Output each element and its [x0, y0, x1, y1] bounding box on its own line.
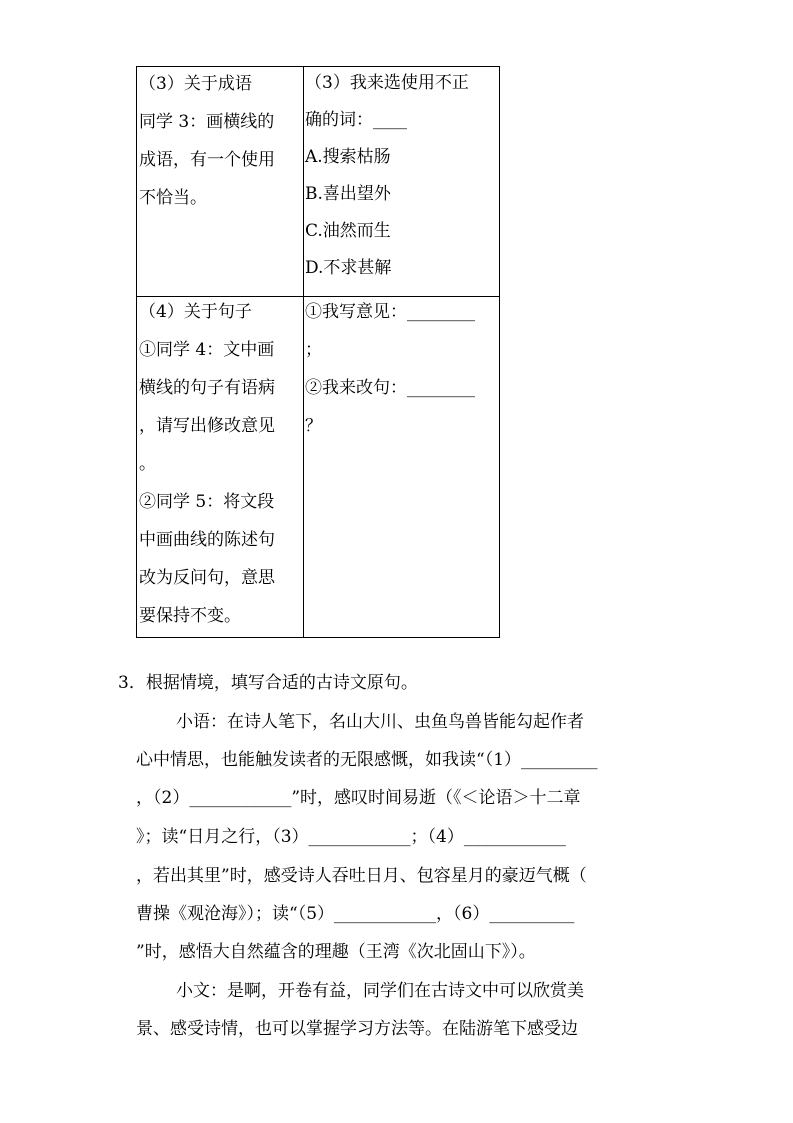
- cell-line: 确的词：____: [305, 110, 407, 130]
- cell-line: ①同学 4：文中画: [139, 340, 275, 360]
- cell-line: 同学 3：画横线的: [139, 112, 275, 132]
- rewrite-blank: ②我来改句：________: [305, 378, 475, 398]
- cell-line: ②同学 5：将文段: [139, 492, 275, 512]
- cell-line: 。: [139, 454, 156, 474]
- cell-line: ，请写出修改意见: [139, 416, 275, 436]
- question-3-stem: 3．根据情境，填写合适的古诗文原句。: [118, 673, 418, 693]
- option-b: B.喜出望外: [305, 184, 391, 204]
- paragraph-line: 小文：是啊，开卷有益，同学们在古诗文中可以欣赏美: [176, 981, 584, 1001]
- row2-left-cell: [139, 293, 275, 635]
- paragraph-line: 》；读“日月之行，（3）____________；（4）____________: [136, 827, 566, 847]
- cell-line: 成语，有一个使用: [139, 150, 275, 170]
- cell-line: 中画曲线的陈述句: [139, 530, 275, 550]
- cell-line: （3）关于成语: [139, 74, 252, 94]
- table-column-divider: [303, 67, 304, 637]
- option-a: A.搜索枯肠: [305, 147, 391, 167]
- opinion-blank: ①我写意见：________: [305, 302, 475, 322]
- paragraph-line: 曹操《观沧海》）；读“（5）____________，（6）__________: [136, 904, 575, 924]
- cell-line: 横线的句子有语病: [139, 378, 275, 398]
- cell-line: ？: [305, 416, 322, 436]
- row2-right-cell: [305, 293, 475, 445]
- cell-line: 要保持不变。: [139, 606, 241, 626]
- cell-line: 不恰当。: [139, 188, 207, 208]
- paragraph-line: ，（2）____________”时，感叹时间易逝（《＜论语＞十二章: [136, 788, 581, 808]
- option-d: D.不求甚解: [305, 258, 392, 278]
- paragraph-line: 心中情思，也能触发读者的无限感慨，如我读“（1）_________: [136, 750, 598, 770]
- feedback-table: [136, 66, 500, 638]
- row1-left-cell: [139, 65, 275, 217]
- paragraph-line: 景、感受诗情，也可以掌握学习方法等。在陆游笔下感受边: [136, 1019, 578, 1039]
- cell-line: （4）关于句子: [139, 302, 252, 322]
- cell-line: （3）我来选使用不正: [305, 73, 469, 93]
- option-c: C.油然而生: [305, 221, 391, 241]
- paragraph-line: ，若出其里”时，感受诗人吞吐日月、包容星月的豪迈气概（: [136, 866, 587, 886]
- cell-line: 改为反问句，意思: [139, 568, 275, 588]
- paragraph-line: 小语：在诗人笔下，名山大川、虫鱼鸟兽皆能勾起作者: [176, 712, 584, 732]
- cell-line: ；: [305, 340, 322, 360]
- row1-right-cell: [305, 65, 469, 287]
- paragraph-line: ”时，感悟大自然蕴含的理趣（王湾《次北固山下》）。: [136, 942, 536, 962]
